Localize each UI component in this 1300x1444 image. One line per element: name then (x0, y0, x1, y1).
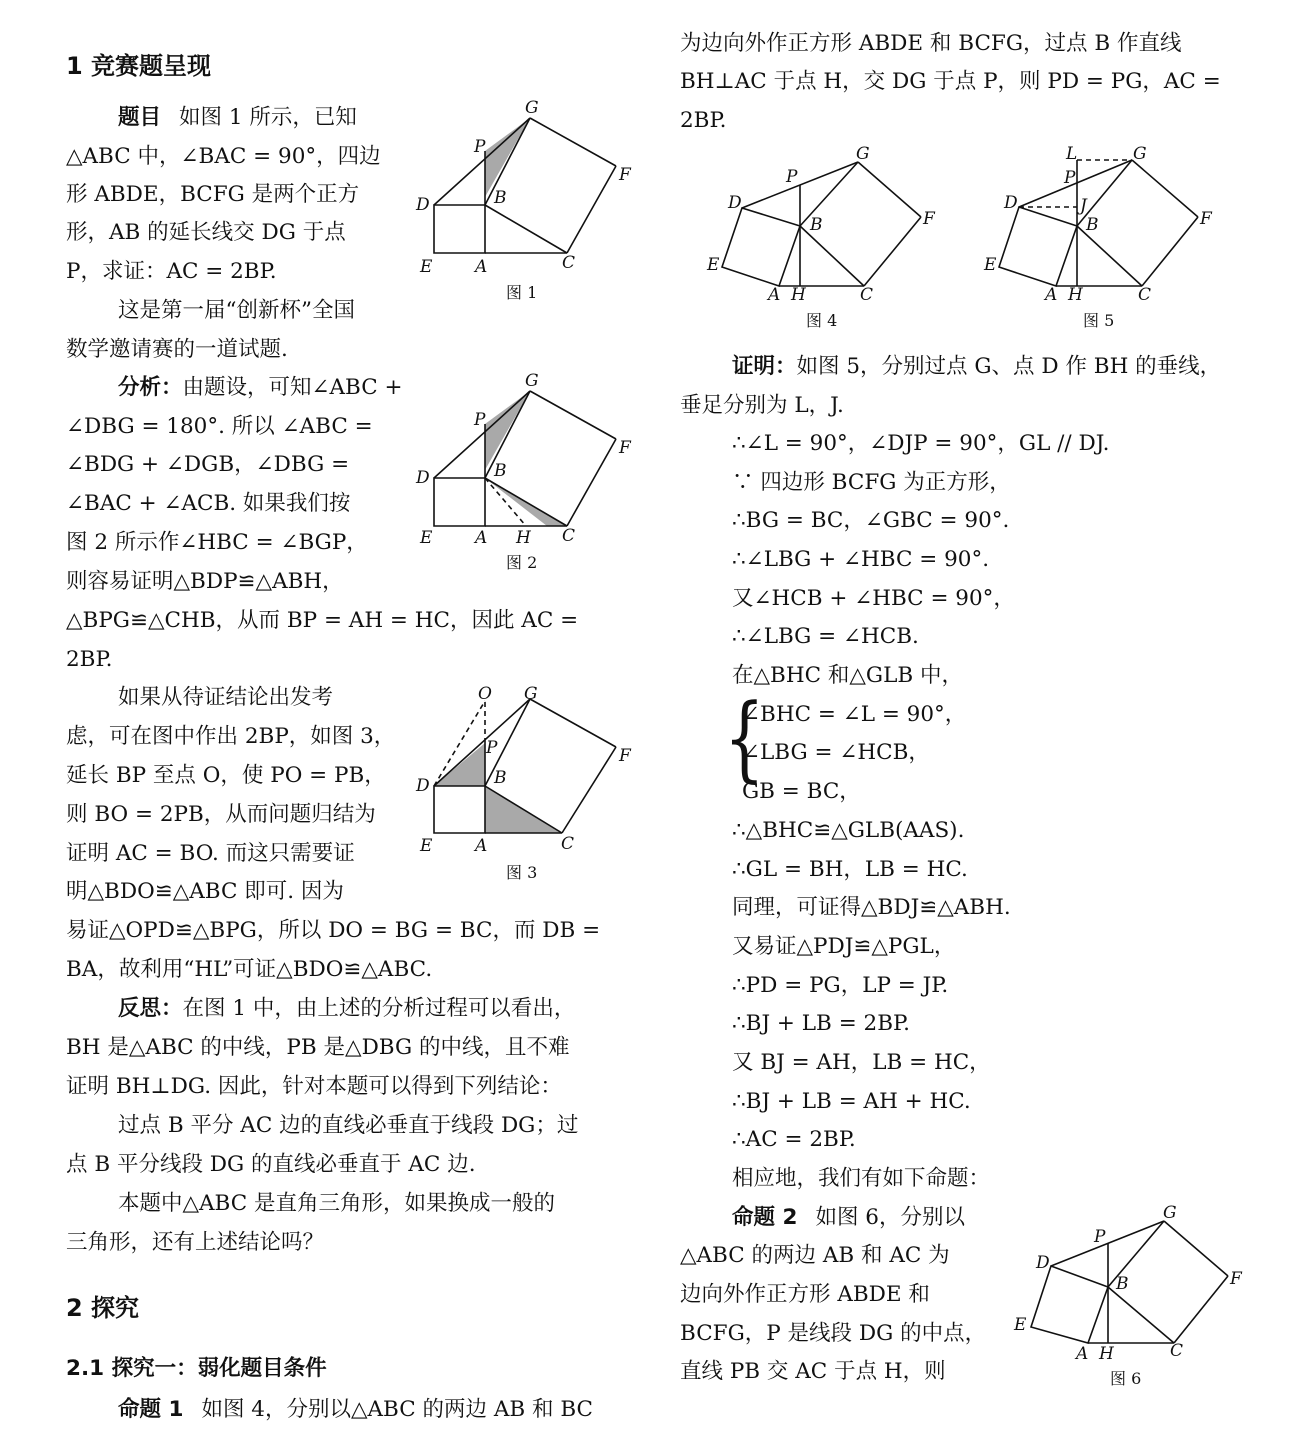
label-a: A (475, 836, 488, 856)
label-f: F (1230, 1269, 1242, 1289)
label-h: H (1099, 1344, 1114, 1364)
analysis-line-7: △BPG≌△CHB，从而 BP = AH = HC，因此 AC = (66, 608, 579, 633)
section-1-heading: 1 竞赛题呈现 (66, 52, 212, 80)
figure-3 (410, 683, 640, 883)
reflect-line-6: 本题中△ABC 是直角三角形，如果换成一般的 (118, 1191, 556, 1216)
figure-5-svg (982, 140, 1232, 335)
para2-line-1: 如果从待证结论出发考 (118, 685, 334, 710)
figure-1-caption: 图 1 (506, 283, 538, 302)
proof-step-a4: ∴∠LBG + ∠HBC = 90°. (732, 547, 990, 572)
label-d: D (416, 468, 430, 488)
prop2-line-3: 边向外作正方形 ABDE 和 (680, 1282, 930, 1307)
segment-bc (1077, 226, 1142, 286)
figure-4 (700, 140, 950, 335)
proof-step-b8: ∴BJ + LB = AH + HC. (732, 1089, 971, 1114)
segment-gf (530, 118, 616, 166)
label-g: G (1163, 1203, 1177, 1223)
square-abde (434, 478, 485, 526)
problem-line-3: 形 ABDE，BCFG 是两个正方 (66, 182, 360, 207)
prop2-label: 命题 2 (732, 1205, 798, 1230)
segment-bc (485, 478, 567, 526)
proof-step-b4: 又易证△PDJ≌△PGL， (732, 934, 956, 959)
label-c: C (562, 253, 576, 273)
analysis-text: 由题设，可知∠ABC + (182, 375, 403, 400)
label-o: O (478, 684, 492, 704)
figure-2-svg (410, 373, 640, 573)
label-g: G (524, 684, 538, 704)
section-2-heading: 2 探究 (66, 1294, 140, 1322)
proof-step-b9: ∴AC = 2BP. (732, 1127, 856, 1152)
label-f: F (619, 438, 631, 458)
brace-item-2: ∠LBG = ∠HCB， (742, 740, 930, 765)
segment-dg (1019, 160, 1132, 207)
segment-fc (1174, 1276, 1228, 1343)
figure-2 (410, 373, 640, 573)
prop1-text: 如图 4，分别以△ABC 的两边 AB 和 BC (201, 1397, 593, 1422)
prop2-line-2: △ABC 的两边 AB 和 AC 为 (680, 1243, 950, 1268)
prop1-line (118, 1396, 593, 1424)
label-p: P (474, 137, 486, 157)
proof-step-b3: 同理，可证得△BDJ≌△ABH. (732, 895, 1011, 920)
label-b: B (494, 461, 507, 481)
reflect-label: 反思： (118, 996, 183, 1021)
figure-4-caption: 图 4 (806, 311, 838, 330)
reflect-line-1 (118, 995, 575, 1023)
brace-item-3: GB = BC， (742, 779, 861, 804)
prop2-text: 如图 6，分别以 (815, 1205, 965, 1230)
system-brace: { (724, 685, 765, 794)
segment-bc (485, 205, 567, 253)
intro-line-1: 这是第一届“创新杯”全国 (118, 298, 355, 323)
para2-line-2: 虑，可在图中作出 2BP，如图 3， (66, 724, 396, 749)
label-g: G (525, 98, 539, 118)
figure-3-svg (410, 683, 640, 883)
figure-5-caption: 图 5 (1083, 311, 1115, 330)
proof-step-b2: ∴GL = BH，LB = HC. (732, 857, 968, 882)
reflect-line-3: 证明 BH⊥DG. 因此，针对本题可以得到下列结论： (66, 1074, 562, 1099)
proof-label: 证明： (732, 354, 797, 379)
label-b: B (810, 215, 823, 235)
figure-6-caption: 图 6 (1110, 1369, 1142, 1388)
analysis-line-1 (118, 374, 403, 402)
label-c: C (562, 526, 576, 546)
segment-fc (567, 439, 616, 526)
label-f: F (619, 165, 631, 185)
label-c: C (1170, 1341, 1184, 1361)
label-d: D (416, 195, 430, 215)
label-e: E (1014, 1315, 1027, 1335)
label-g: G (856, 144, 870, 164)
analysis-line-8: 2BP. (66, 647, 113, 672)
square-abde (1031, 1266, 1108, 1343)
segment-fc (567, 166, 616, 253)
reflect-line-7: 三角形，还有上述结论吗？ (66, 1230, 325, 1255)
label-p: P (474, 410, 486, 430)
proof-step-b10: 相应地，我们有如下命题： (732, 1166, 991, 1191)
problem-line-2: △ABC 中，∠BAC = 90°，四边 (66, 144, 381, 169)
segment-dg (434, 391, 530, 478)
label-g: G (525, 371, 539, 391)
label-a: A (475, 257, 488, 277)
label-l: L (1066, 144, 1078, 164)
reflect-line-4: 过点 B 平分 AC 边的直线必垂直于线段 DG；过 (118, 1113, 579, 1138)
label-p: P (786, 167, 798, 187)
label-e: E (420, 257, 433, 277)
label-p: P (486, 738, 498, 758)
segment-gf (1164, 1221, 1228, 1276)
label-d: D (1004, 193, 1018, 213)
label-e: E (984, 255, 997, 275)
square-abde (434, 205, 485, 253)
label-a: A (1076, 1344, 1089, 1364)
proof-text: 如图 5，分别过点 G、点 D 作 BH 的垂线， (796, 354, 1222, 379)
proof-step-a5: 又∠HCB + ∠HBC = 90°， (732, 586, 1015, 611)
prop1-cont-line-2: BH⊥AC 于点 H，交 DG 于点 P，则 PD = PG，AC = (680, 69, 1221, 94)
label-h: H (791, 285, 806, 305)
proof-step-a2: ∵ 四边形 BCFG 为正方形， (732, 470, 1011, 495)
reflect-line-2: BH 是△ABC 的中线，PB 是△DBG 的中线，且不难 (66, 1035, 570, 1060)
label-h: H (516, 528, 531, 548)
label-g: G (1133, 144, 1147, 164)
prop2-line-1 (732, 1204, 965, 1232)
prop1-cont-line-1: 为边向外作正方形 ABDE 和 BCFG，过点 B 作直线 (680, 31, 1182, 56)
analysis-line-5: 图 2 所示作∠HBC = ∠BGP， (66, 530, 368, 555)
label-h: H (1068, 285, 1083, 305)
para2-line-5: 证明 AC = BO. 而这只需要证 (66, 841, 355, 866)
label-e: E (707, 255, 720, 275)
proof-step-a3: ∴BG = BC，∠GBC = 90°. (732, 508, 1010, 533)
analysis-label: 分析： (118, 375, 183, 400)
prop1-label: 命题 1 (118, 1397, 184, 1422)
proof-line-2: 垂足分别为 L，J. (680, 393, 844, 418)
problem-text: 如图 1 所示，已知 (179, 105, 357, 130)
figure-3-caption: 图 3 (506, 863, 538, 882)
label-a: A (1045, 285, 1058, 305)
proof-line-1 (732, 353, 1221, 381)
segment-gf (530, 699, 616, 747)
segment-bc (800, 226, 864, 286)
label-c: C (1138, 285, 1152, 305)
analysis-line-3: ∠BDG + ∠DGB，∠DBG = (66, 452, 350, 477)
figure-1-svg (410, 100, 640, 310)
para2-line-4: 则 BO = 2PB，从而问题归结为 (66, 802, 376, 827)
segment-fc (562, 747, 616, 833)
square-abde (434, 786, 485, 833)
para2-line-6: 明△BDO≌△ABC 即可. 因为 (66, 879, 344, 904)
problem-line-1 (118, 104, 357, 132)
label-f: F (619, 746, 631, 766)
figure-5 (982, 140, 1232, 335)
label-e: E (420, 836, 433, 856)
label-d: D (1036, 1253, 1050, 1273)
proof-step-a7: 在△BHC 和△GLB 中， (732, 663, 963, 688)
label-p: P (1064, 168, 1076, 188)
analysis-line-6: 则容易证明△BDP≌△ABH， (66, 569, 344, 594)
label-d: D (416, 776, 430, 796)
segment-gf (1132, 160, 1198, 217)
label-b: B (494, 188, 507, 208)
proof-step-b7: 又 BJ = AH，LB = HC， (732, 1050, 991, 1075)
problem-line-4: 形，AB 的延长线交 DG 于点 (66, 220, 346, 245)
figure-6 (1010, 1196, 1250, 1396)
prop1-cont-line-3: 2BP. (680, 108, 727, 133)
section-2-1-heading: 2.1 探究一：弱化题目条件 (66, 1356, 327, 1381)
label-a: A (475, 528, 488, 548)
segment-gf (858, 162, 921, 217)
segment-dg (434, 118, 530, 205)
segment-bc (1108, 1287, 1174, 1343)
segment-fc (1142, 217, 1198, 286)
figure-4-svg (700, 140, 950, 335)
analysis-line-2: ∠DBG = 180°. 所以 ∠ABC = (66, 414, 373, 439)
label-d: D (728, 193, 742, 213)
label-c: C (860, 285, 874, 305)
segment-bg (800, 162, 858, 226)
analysis-line-4: ∠BAC + ∠ACB. 如果我们按 (66, 491, 351, 516)
proof-step-b1: ∴△BHC≌△GLB(AAS). (732, 818, 965, 843)
figure-6-svg (1010, 1196, 1250, 1396)
reflect-text: 在图 1 中，由上述的分析过程可以看出， (182, 996, 576, 1021)
label-f: F (1200, 209, 1212, 229)
label-j: J (1080, 196, 1087, 216)
figure-1 (410, 100, 640, 310)
label-c: C (561, 834, 575, 854)
segment-fc (864, 217, 921, 286)
label-f: F (923, 209, 935, 229)
label-b: B (1116, 1274, 1129, 1294)
prop2-line-5: 直线 PB 交 AC 于点 H，则 (680, 1359, 946, 1384)
brace-item-1: ∠BHC = ∠L = 90°， (742, 702, 967, 727)
figure-2-caption: 图 2 (506, 553, 538, 572)
segment-gf (530, 391, 616, 439)
intro-line-2: 数学邀请赛的一道试题. (66, 337, 288, 362)
square-abde (722, 208, 800, 286)
problem-label: 题目 (118, 105, 162, 130)
proof-step-b5: ∴PD = PG，LP = JP. (732, 973, 949, 998)
proof-step-a1: ∴∠L = 90°，∠DJP = 90°，GL // DJ. (732, 431, 1110, 456)
label-b: B (1086, 215, 1099, 235)
label-p: P (1094, 1227, 1106, 1247)
square-abde (999, 207, 1077, 286)
label-b: B (494, 768, 507, 788)
para2-line-8: BA，故利用“HL”可证△BDO≌△ABC. (66, 957, 433, 982)
label-a: A (768, 285, 781, 305)
label-e: E (420, 528, 433, 548)
reflect-line-5: 点 B 平分线段 DG 的直线必垂直于 AC 边. (66, 1152, 476, 1177)
para2-line-7: 易证△OPD≌△BPG，所以 DO = BG = BC，而 DB = (66, 918, 601, 943)
proof-step-a6: ∴∠LBG = ∠HCB. (732, 624, 919, 649)
proof-step-b6: ∴BJ + LB = 2BP. (732, 1011, 910, 1036)
prop2-line-4: BCFG，P 是线段 DG 的中点， (680, 1321, 987, 1346)
para2-line-3: 延长 BP 至点 O，使 PO = PB， (66, 763, 386, 788)
problem-line-5: P，求证：AC = 2BP. (66, 259, 277, 284)
